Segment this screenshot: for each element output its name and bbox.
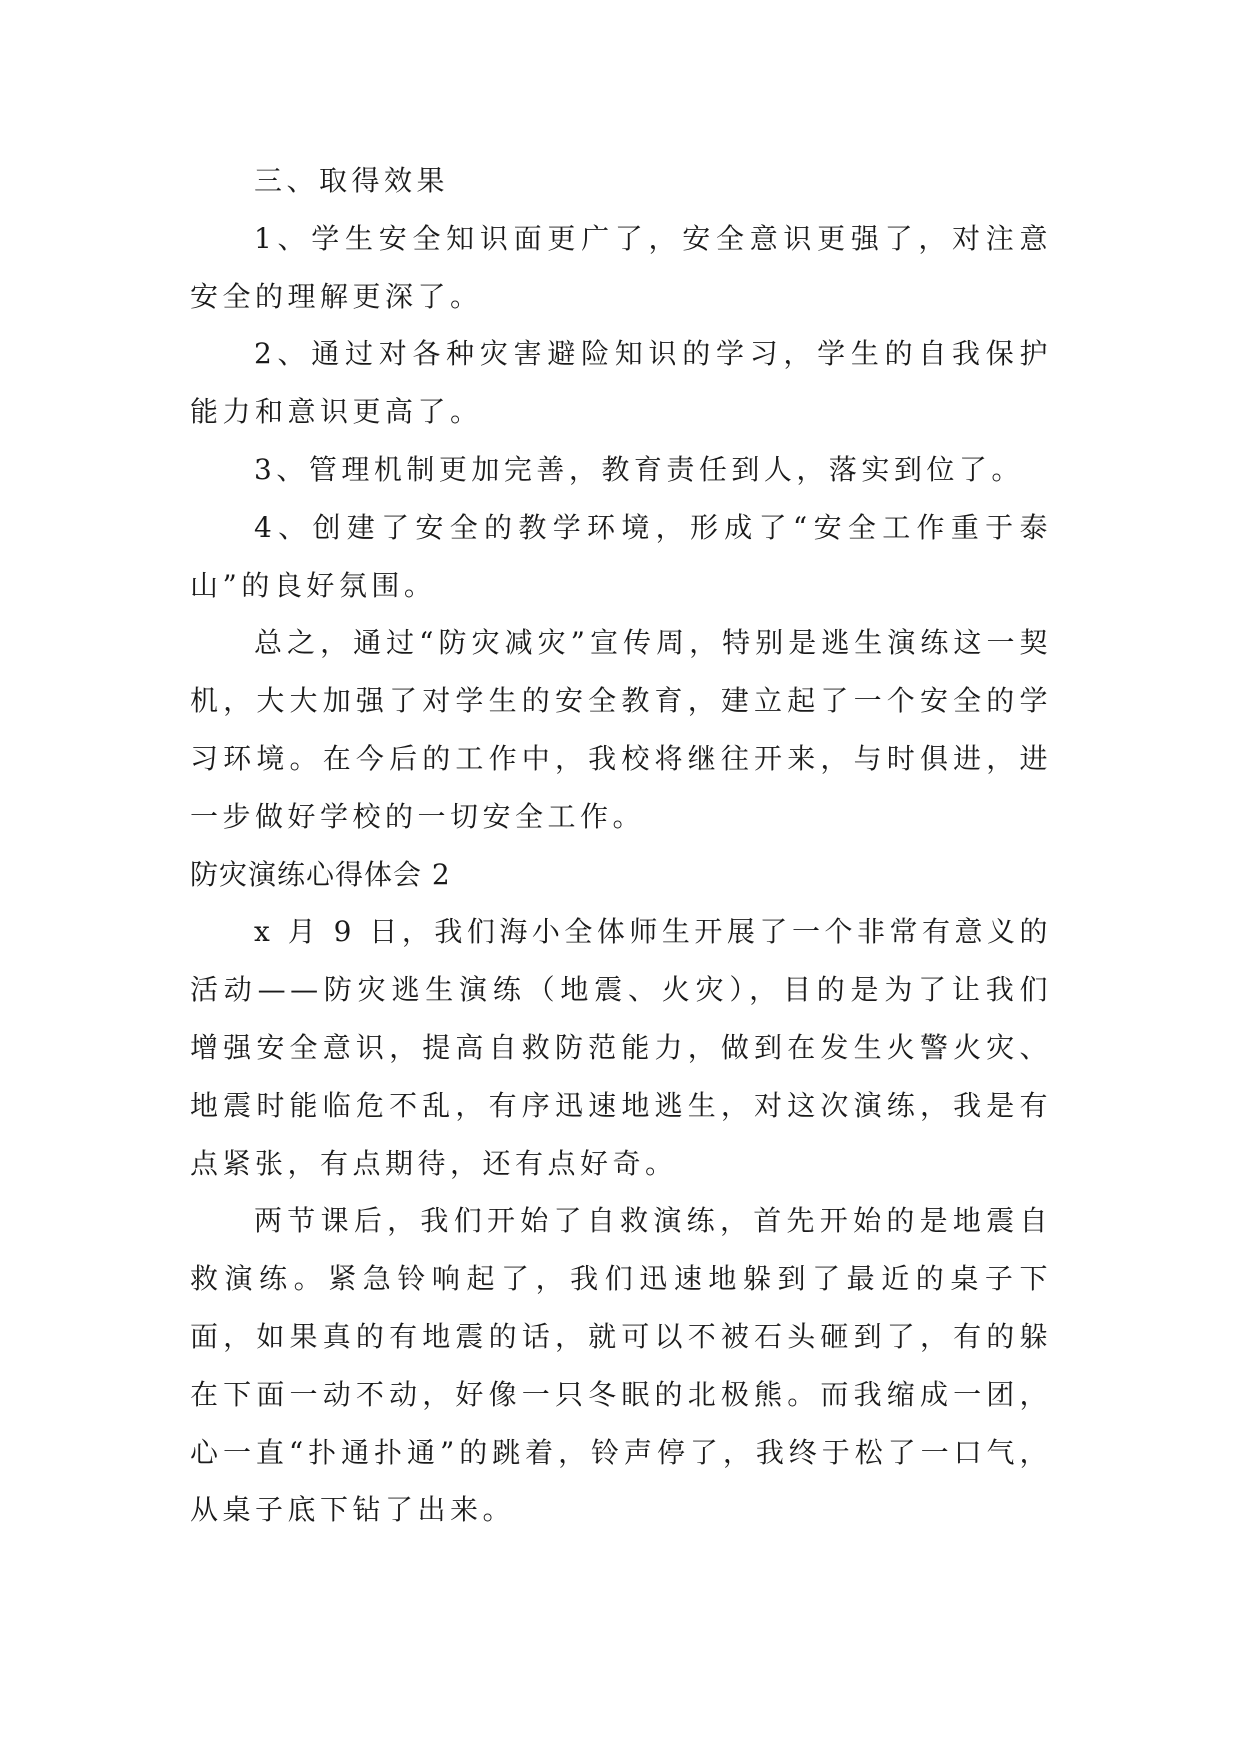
paragraph-result-3: 3、管理机制更加完善，教育责任到人，落实到位了。: [254, 452, 1024, 486]
paragraph-drill-intro: x 月 9 日，我们海小全体师生开展了一个非常有意义的活动——防灾逃生演练（地震、火灾），目的是为了让我们增强安全意识，提高自救防范能力，做到在发生火警火灾、地震时能临危不乱，有序迅速地逃生，对这次演练，我是有点紧张，有点期待，还有点好奇。: [190, 915, 1052, 1180]
paragraph-summary: 总之，通过“防灾减灾”宣传周，特别是逃生演练这一契机，大大加强了对学生的安全教育，建立起了一个安全的学习环境。在今后的工作中，我校将继往开来，与时俱进，进一步做好学校的一切安全工作。: [190, 626, 1052, 833]
document-page: [190, 152, 1052, 1539]
paragraph-result-4: 4、创建了安全的教学环境，形成了“安全工作重于泰山”的良好氛围。: [190, 510, 1052, 602]
paragraph-result-1: 1、学生安全知识面更广了，安全意识更强了，对注意安全的理解更深了。: [190, 221, 1052, 313]
section-heading-results: 三、取得效果: [254, 164, 450, 197]
paragraph-earthquake-drill: 两节课后，我们开始了自救演练，首先开始的是地震自救演练。紧急铃响起了，我们迅速地躲到了最近的桌子下面，如果真的有地震的话，就可以不被石头砸到了，有的躲在下面一动不动，好像一只冬眠的北极熊。而我缩成一团，心一直“扑通扑通”的跳着，铃声停了，我终于松了一口气，从桌子底下钻了出来。: [190, 1204, 1052, 1527]
section-title: 防灾演练心得体会 2: [190, 857, 451, 891]
paragraph-result-2: 2、通过对各种灾害避险知识的学习，学生的自我保护能力和意识更高了。: [190, 337, 1052, 429]
